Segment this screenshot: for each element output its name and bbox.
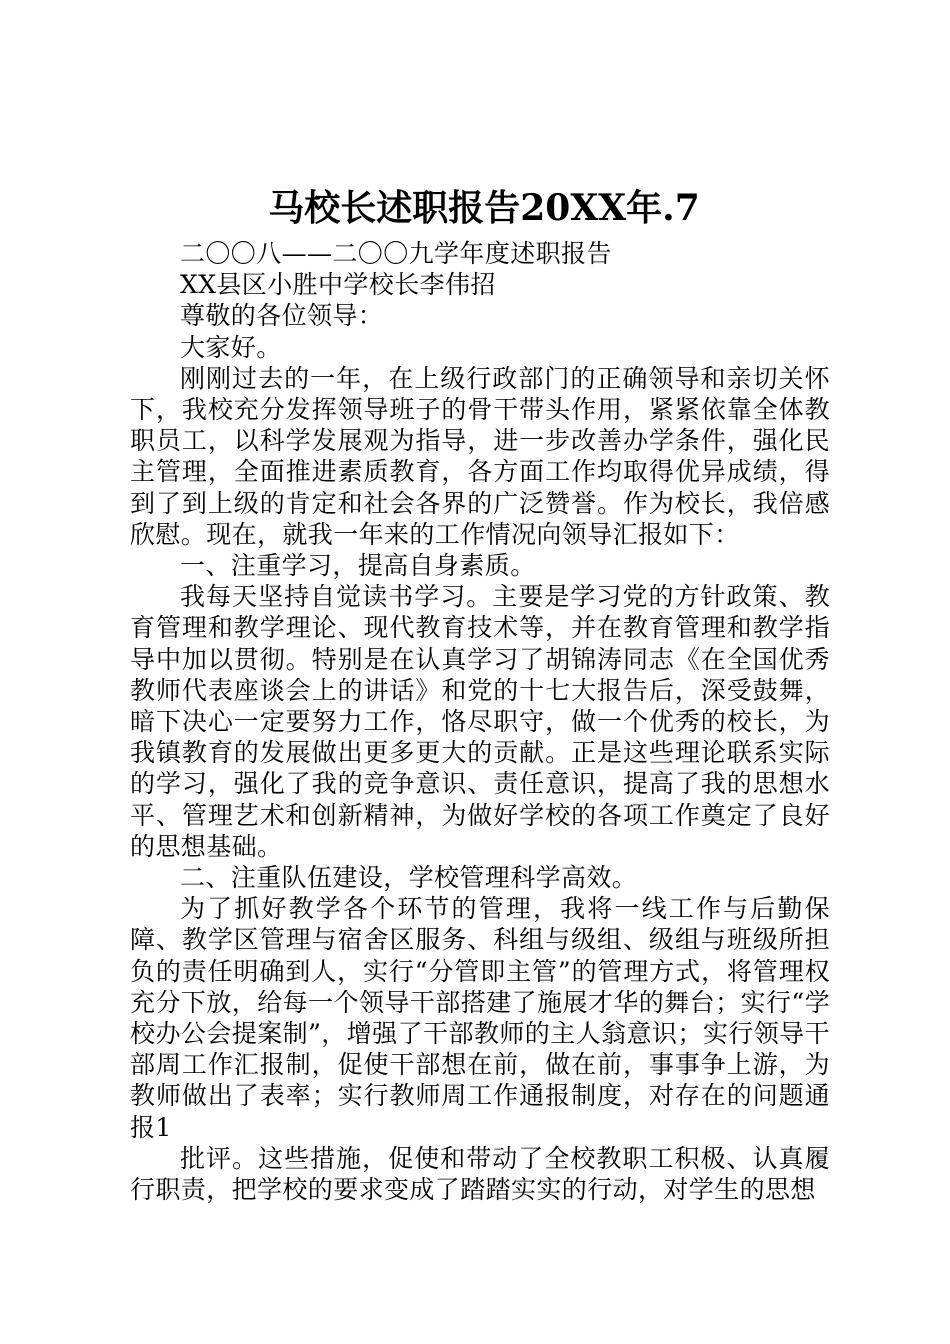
section-heading-1: 一、注重学习，提高自身素质。 bbox=[180, 551, 536, 581]
paragraph-intro: 刚刚过去的一年，在上级行政部门的正确领导和亲切关怀下，我校充分发挥领导班子的骨干带头作用，紧紧依靠全体教职员工，以科学发展观为指导，进一步改善办学条件，强化民主管理，全面推进素质教育，各方面工作均取得优异成绩，得到了到上级的肯定和社会各界的广泛赞誉。作为校长，我倍感欣慰。现在，就我一年来的工作情况向领导汇报如下： bbox=[130, 363, 830, 549]
document-page bbox=[130, 178, 830, 1205]
paragraph-criticism: 批评。这些措施，促使和带动了全校教职工积极、认真履行职责，把学校的要求变成了踏踏实实的行动，对学生的思想 bbox=[130, 1143, 830, 1205]
paragraph-study: 我每天坚持自觉读书学习。主要是学习党的方针政策、教育管理和教学理论、现代教育技术等，并在教育管理和教学指导中加以贯彻。特别是在认真学习了胡锦涛同志《在全国优秀教师代表座谈会上的讲话》和党的十七大报告后，深受鼓舞，暗下决心一定要努力工作，恪尽职守，做一个优秀的校长，为我镇教育的发展做出更多更大的贡献。正是这些理论联系实际的学习，强化了我的竞争意识、责任意识，提高了我的思想水平、管理艺术和创新精神，为做好学校的各项工作奠定了良好的思想基础。 bbox=[130, 582, 830, 861]
paragraph-salutation: 尊敬的各位领导： bbox=[180, 301, 384, 331]
paragraph-author: XX县区小胜中学校长李伟招 bbox=[180, 270, 496, 300]
paragraph-greeting: 大家好。 bbox=[180, 332, 282, 362]
paragraph-year-report: 二〇〇八——二〇〇九学年度述职报告 bbox=[180, 239, 612, 268]
document-title: 马校长述职报告20XX年.7 bbox=[268, 187, 700, 229]
paragraph-management: 为了抓好教学各个环节的管理，我将一线工作与后勤保障、教学区管理与宿舍区服务、科组与级组、级组与班级所担负的责任明确到人，实行“分管即主管”的管理方式，将管理权充分下放，给每一个领导干部搭建了施展才华的舞台；实行“学校办公会提案制”，增强了干部教师的主人翁意识；实行领导干部周工作汇报制，促使干部想在前，做在前，事事争上游，为教师做出了表率；实行教师周工作通报制度，对存在的问题通报1 bbox=[130, 894, 830, 1142]
section-heading-2: 二、注重队伍建设，学校管理科学高效。 bbox=[180, 863, 638, 893]
